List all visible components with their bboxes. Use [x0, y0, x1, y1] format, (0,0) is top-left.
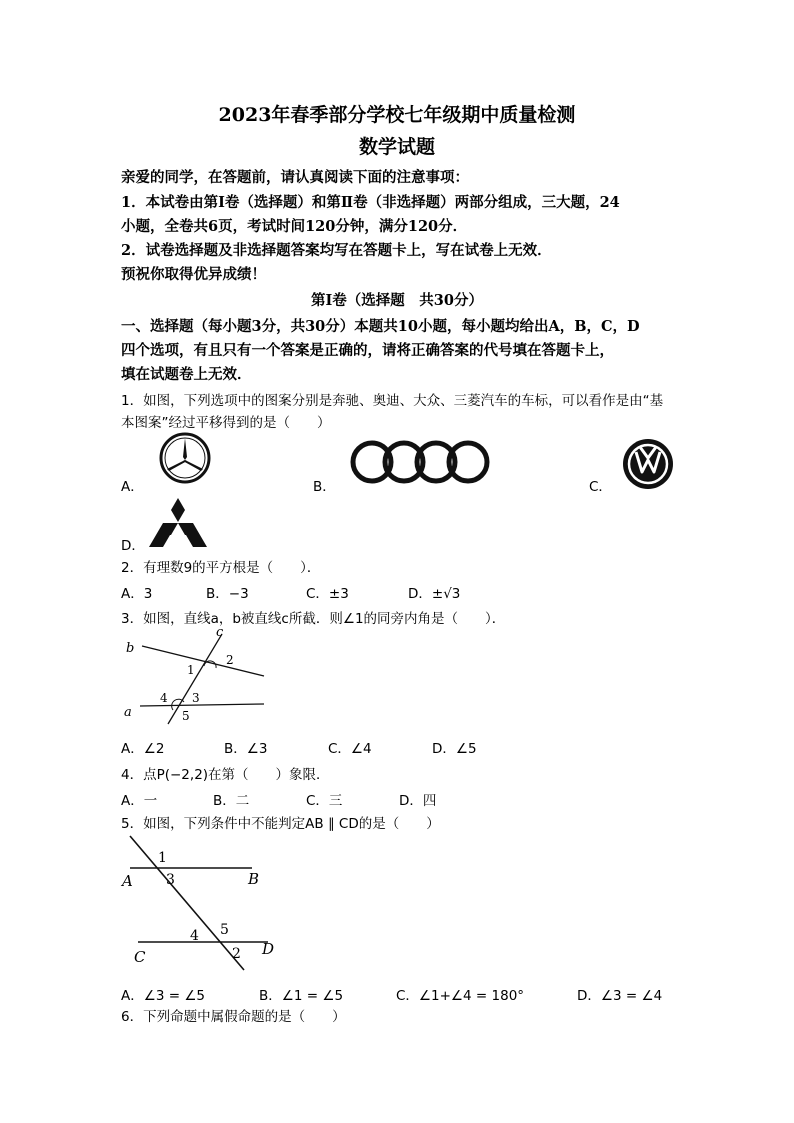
q3-label-a: a: [124, 705, 132, 720]
q2-option-b: B．−3: [206, 586, 249, 602]
q1-stem-line-1: 1．如图，下列选项中的图案分别是奔驰、奥迪、大众、三菱汽车的车标，可以看作是由“基: [121, 393, 664, 409]
q5-label-b: B: [248, 870, 260, 888]
q5-label-3: 3: [166, 872, 175, 888]
q3-label-5: 5: [182, 709, 190, 723]
q3-label-1: 1: [187, 663, 195, 677]
q5-label-c: C: [134, 948, 146, 966]
notice-item-1-line-1: 1．本试卷由第Ⅰ卷（选择题）和第Ⅱ卷（非选择题）两部分组成，三大题，24: [121, 194, 620, 211]
q5-figure: [118, 832, 288, 972]
q3-option-a: A．∠2: [121, 741, 165, 757]
q1-option-b-label: B．: [313, 479, 336, 495]
q5-label-2: 2: [232, 946, 241, 962]
q6-stem: 6．下列命题中属假命题的是（ ）: [121, 1009, 346, 1025]
audi-logo-icon: [348, 438, 492, 486]
q3-label-2: 2: [226, 653, 234, 667]
section-intro-line-3: 填在试题卷上无效．: [121, 366, 252, 383]
notice-item-1-line-2: 小题，全卷共6页，考试时间120分钟，满分120分．: [121, 218, 468, 235]
q5-option-a: A．∠3 = ∠5: [121, 988, 206, 1004]
q5-label-1: 1: [158, 850, 167, 866]
q3-option-c: C．∠4: [328, 741, 372, 757]
q5-label-4: 4: [190, 928, 199, 944]
q5-label-5: 5: [220, 922, 229, 938]
section-heading: 第Ⅰ卷（选择题 共30分）: [311, 292, 483, 309]
q3-label-c: c: [216, 625, 224, 640]
q5-option-b: B．∠1 = ∠5: [259, 988, 344, 1004]
q3-option-b: B．∠3: [224, 741, 268, 757]
section-intro-line-1: 一、选择题（每小题3分，共30分）本题共10小题，每小题均给出A，B，C，D: [121, 318, 640, 335]
q4-stem: 4．点P(−2,2)在第（ ）象限．: [121, 767, 330, 783]
q4-option-a: A．一: [121, 793, 158, 809]
q1-option-a-label: A．: [121, 479, 144, 495]
notice-greeting: 亲爱的同学，在答题前，请认真阅读下面的注意事项：: [121, 169, 469, 186]
exam-title: 2023年春季部分学校七年级期中质量检测: [218, 104, 576, 126]
q5-option-d: D．∠3 = ∠4: [577, 988, 663, 1004]
q1-option-c-label: C．: [589, 479, 612, 495]
q5-label-d: D: [262, 940, 275, 958]
q3-stem: 3．如图，直线a，b被直线c所截．则∠1的同旁内角是（ ）．: [121, 611, 506, 627]
volkswagen-logo-icon: [622, 438, 674, 490]
q2-option-d: D．±√3: [408, 586, 461, 602]
q2-option-c: C．±3: [306, 586, 349, 602]
q3-figure: [120, 624, 270, 728]
mitsubishi-logo-icon: [146, 496, 210, 550]
q3-label-3: 3: [192, 691, 200, 705]
q2-stem: 2．有理数9的平方根是（ ）．: [121, 560, 321, 576]
exam-subtitle: 数学试题: [358, 136, 435, 158]
q4-option-c: C．三: [306, 793, 343, 809]
q4-option-b: B．二: [213, 793, 250, 809]
q1-stem-line-2: 本图案”经过平移得到的是（ ）: [121, 415, 331, 431]
q3-option-d: D．∠5: [432, 741, 477, 757]
q5-stem: 5．如图，下列条件中不能判定AB ∥ CD的是（ ）: [121, 816, 440, 832]
q5-label-a: A: [122, 872, 133, 890]
q5-option-c: C．∠1+∠4 = 180°: [396, 988, 525, 1004]
q3-label-4: 4: [160, 691, 168, 705]
q3-label-b: b: [126, 641, 135, 656]
section-intro-line-2: 四个选项，有且只有一个答案是正确的，请将正确答案的代号填在答题卡上，: [121, 342, 614, 359]
q1-option-d-label: D．: [121, 538, 145, 554]
notice-wish: 预祝你取得优异成绩！: [121, 266, 266, 283]
mercedes-logo-icon: [152, 432, 218, 484]
notice-item-2: 2．试卷选择题及非选择题答案均写在答题卡上，写在试卷上无效．: [121, 242, 552, 259]
q2-option-a: A．3: [121, 586, 153, 602]
q4-option-d: D．四: [399, 793, 437, 809]
